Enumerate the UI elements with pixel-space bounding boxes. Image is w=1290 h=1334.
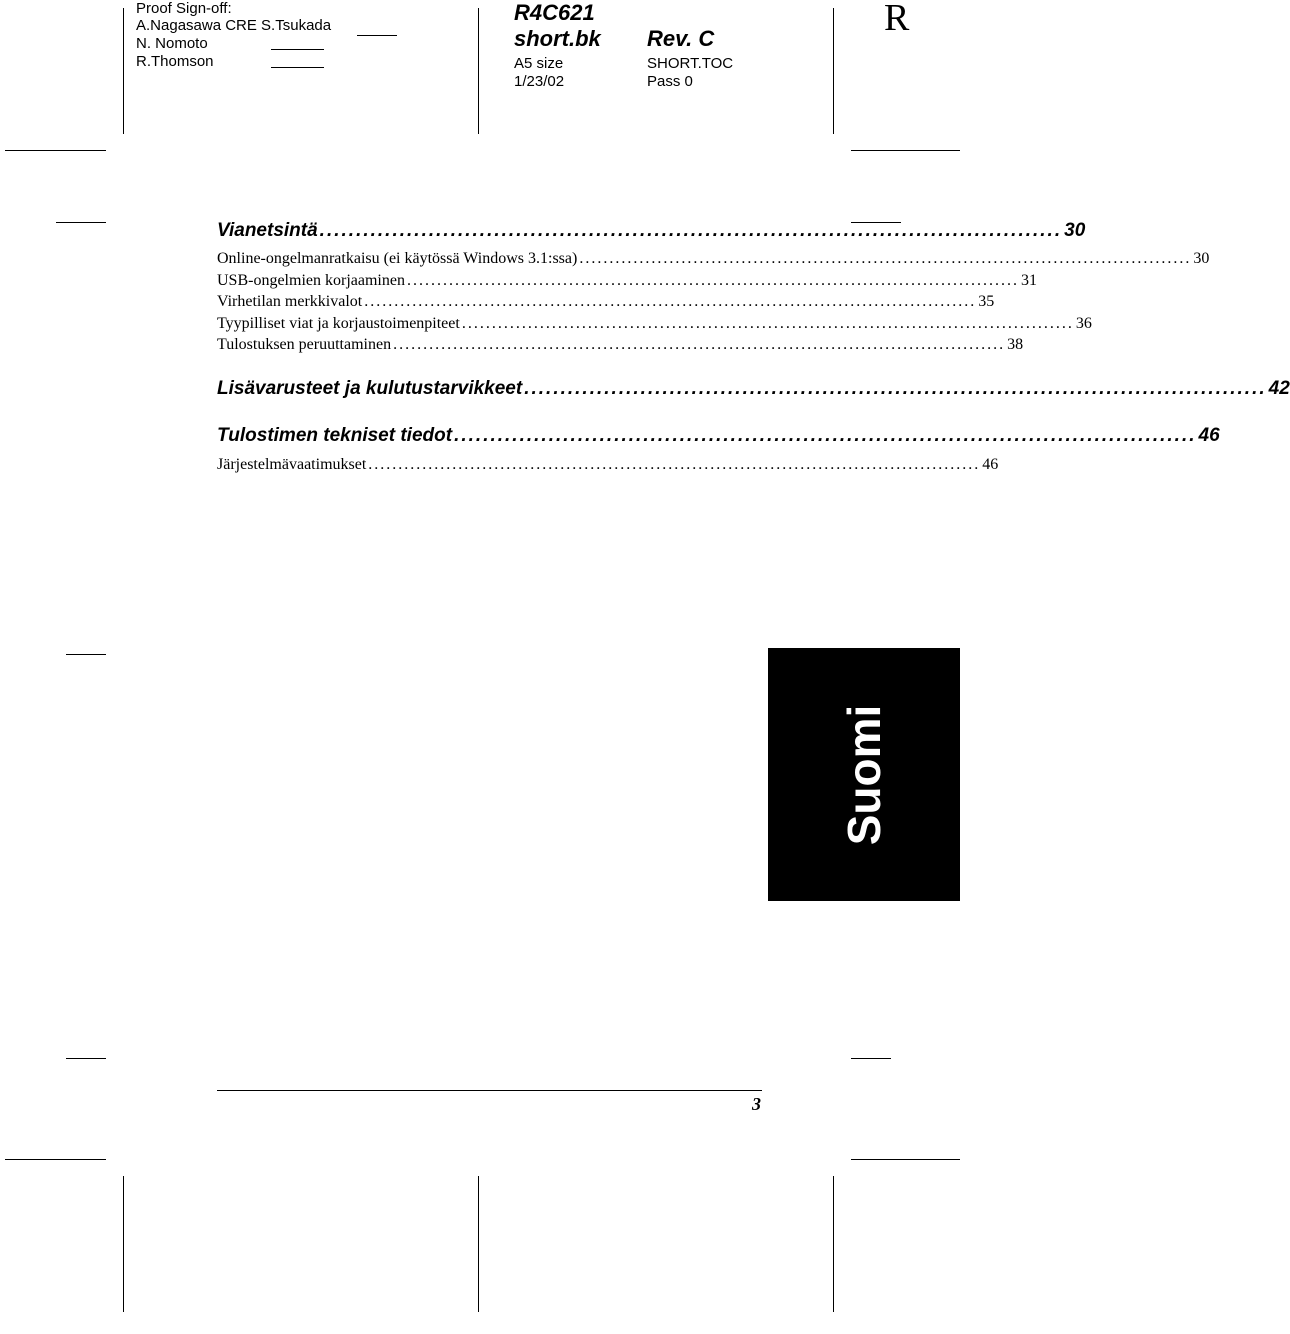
toc-page: 30 xyxy=(1193,250,1210,267)
toc-leader: ...................................................................................................... xyxy=(393,336,1006,353)
proof-signoff-title: Proof Sign-off: xyxy=(136,0,232,17)
signoff-rule-2 xyxy=(271,49,324,50)
toc-file: SHORT.TOC xyxy=(647,55,734,72)
toc-entry-7 xyxy=(217,425,1220,447)
proof-signoff-line-1: A.Nagasawa CRE S.Tsukada xyxy=(136,17,332,34)
signoff-rule-3 xyxy=(271,67,324,68)
crop-mark-top-center xyxy=(478,8,479,134)
toc-page: 31 xyxy=(1020,272,1037,289)
crop-mark-bottom-right xyxy=(833,1176,834,1312)
toc-leader: ...................................................................................................... xyxy=(579,250,1192,267)
crop-mark-bottom-left-h xyxy=(5,1159,106,1160)
toc-label: Lisävarusteet ja kulutustarvikkeet xyxy=(217,378,523,399)
margin-mark-right-3 xyxy=(851,1058,891,1059)
toc-leader: ...................................................................................................... xyxy=(319,220,1063,241)
toc-label: Tulostuksen peruuttaminen xyxy=(217,336,392,353)
crop-mark-top-right xyxy=(833,8,834,134)
toc-entry-5 xyxy=(217,336,1024,354)
toc-label: USB-ongelmien korjaaminen xyxy=(217,272,405,289)
toc-page: 30 xyxy=(1064,220,1086,241)
toc-page: 36 xyxy=(1075,315,1092,332)
toc-entry-1 xyxy=(217,250,1210,268)
date: 1/23/02 xyxy=(514,73,565,90)
toc-leader: ...................................................................................................... xyxy=(368,456,981,473)
crop-mark-top-left xyxy=(123,8,124,134)
file-name: short.bk xyxy=(514,26,601,51)
crop-mark-top-left-h xyxy=(5,150,106,151)
toc-entry-8 xyxy=(217,456,999,474)
language-tab-label: Suomi xyxy=(838,704,890,845)
proof-signoff-line-3: R.Thomson xyxy=(136,53,214,70)
toc-label: Järjestelmävaatimukset xyxy=(217,456,367,473)
toc-label: Online-ongelmanratkaisu (ei käytössä Windows 3.1:ssa) xyxy=(217,250,578,267)
footer-rule xyxy=(217,1090,762,1091)
toc-page: 46 xyxy=(1198,425,1220,446)
toc-entry-2 xyxy=(217,272,1037,290)
toc-page: 46 xyxy=(982,456,999,473)
toc-page: 35 xyxy=(978,293,995,310)
toc-label: Vianetsintä xyxy=(217,220,318,241)
crop-mark-bottom-left xyxy=(123,1176,124,1312)
toc-leader: ...................................................................................................... xyxy=(406,272,1019,289)
pass: Pass 0 xyxy=(647,73,693,90)
corner-mark: R xyxy=(884,0,910,39)
toc-label: Tulostimen tekniset tiedot xyxy=(217,425,453,446)
paper-size: A5 size xyxy=(514,55,564,72)
toc-entry-4 xyxy=(217,315,1092,333)
revision: Rev. C xyxy=(647,26,715,51)
crop-mark-top-right-h xyxy=(851,150,960,151)
toc-leader: ...................................................................................................... xyxy=(454,425,1197,446)
toc-leader: ...................................................................................................... xyxy=(461,315,1074,332)
toc-entry-6 xyxy=(217,378,1290,400)
file-code: R4C621 xyxy=(514,0,595,25)
signoff-rule-1 xyxy=(357,35,397,36)
toc-leader: ...................................................................................................... xyxy=(364,293,977,310)
crop-mark-bottom-right-h xyxy=(851,1159,960,1160)
toc-page: 38 xyxy=(1007,336,1024,353)
toc-leader: ...................................................................................................... xyxy=(524,378,1267,399)
toc-label: Tyypilliset viat ja korjaustoimenpiteet xyxy=(217,315,460,332)
proof-signoff-line-2: N. Nomoto xyxy=(136,35,208,52)
toc-entry-0 xyxy=(217,220,1086,242)
toc-page: 42 xyxy=(1268,378,1290,399)
toc-label: Virhetilan merkkivalot xyxy=(217,293,363,310)
crop-mark-bottom-center xyxy=(478,1176,479,1312)
page-number: 3 xyxy=(752,1094,761,1114)
margin-mark-left-3 xyxy=(66,1058,106,1059)
language-side-tab xyxy=(768,648,960,901)
margin-mark-left-2 xyxy=(66,654,106,655)
toc-entry-3 xyxy=(217,293,995,311)
margin-mark-left-1 xyxy=(56,222,106,223)
